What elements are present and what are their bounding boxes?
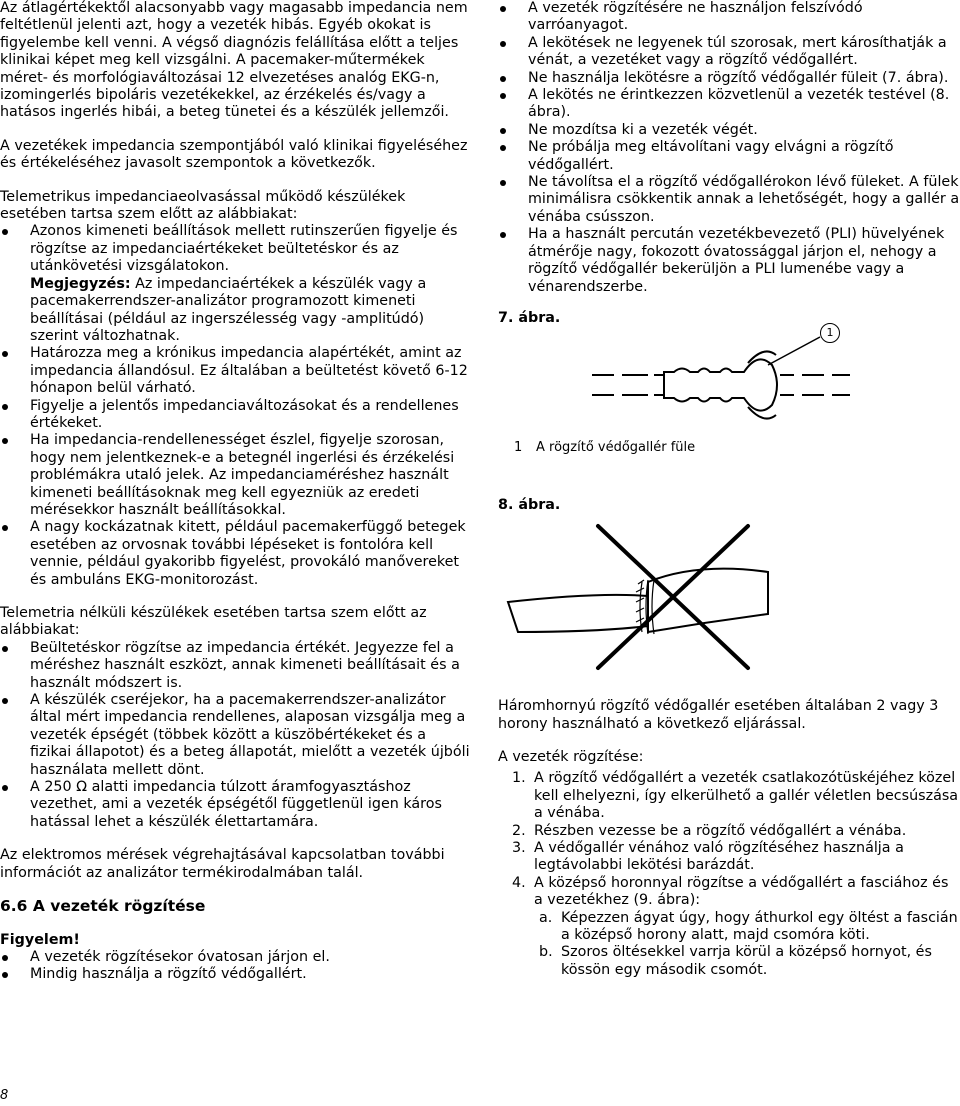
- fixation-intro: A vezeték rögzítése:: [498, 748, 644, 765]
- list-item: Beültetéskor rögzítse az impedancia értékét. Jegyezze fel a méréshez használt eszközt, annak kimeneti beállításait és a használt módszert is.: [0, 640, 470, 692]
- list-item: Ne távolítsa el a rögzítő védőgallérokon lévő füleket. A fülek minimálisra csökkentik annak a lehetőségét, hogy a gallér a vénába csússzon.: [498, 174, 960, 226]
- step-item: [498, 770, 960, 822]
- left-column: [0, 0, 470, 984]
- step-text: A rögzítő védőgallért a vezeték csatlakozótüskéjéhez közel kell elhelyezni, így elkerülhető a gallér véletlen becsúszása a vénába.: [534, 770, 959, 822]
- list-item: A lekötés ne érintkezzen közvetlenül a vezeték testével (8. ábra).: [498, 87, 960, 122]
- list-item: A 250 Ω alatti impedancia túlzott áramfogyasztáshoz vezethet, ami a vezeték épségétől függetlenül igen káros hatással lehet a készülék élettartamára.: [0, 779, 470, 831]
- substep-text: Szoros öltésekkel varrja körül a középső hornyot, és kössön egy második csomót.: [561, 944, 932, 978]
- figure-8: [498, 522, 960, 672]
- list-item: Figyelje a jelentős impedanciaváltozásokat és a rendellenes értékeket.: [0, 398, 470, 433]
- note-text: Az impedanciaértékek a készülék vagy a pacemakerrendszer-analizátor programozott kimeneti beállításai (például az ingerszélesség vagy -amplitúdó) szerint változhatnak.: [30, 275, 427, 344]
- list-item: A nagy kockázatnak kitett, például pacemakerfüggő betegek esetében az orvosnak további lépéseket is fontolóra kell vennie, például gyakoribb figyelést, provokáló manővereket és ambuláns EKG-monitorozást.: [0, 519, 470, 589]
- incorrect-ligature-illustration: [498, 522, 778, 672]
- three-groove-paragraph: Háromhornyú rögzítő védőgallér esetében általában 2 vagy 3 horony használható a következő eljárással.: [498, 698, 939, 732]
- substep-letter: a.: [539, 909, 553, 926]
- caption-number: 1: [514, 440, 523, 456]
- step-number: 4.: [512, 874, 526, 891]
- step-number: 1.: [512, 770, 526, 787]
- telemetry-intro: Telemetrikus impedanciaeolvasással működő készülékek esetében tartsa szem előtt az alábbiakat:: [0, 188, 406, 223]
- figure-7-caption: [514, 439, 960, 456]
- fixation-substeps: [534, 910, 960, 980]
- list-item: A vezeték rögzítésére ne használjon felszívódó varróanyagot.: [498, 0, 960, 35]
- substep-item: [534, 910, 960, 945]
- nontelemetry-intro: Telemetria nélküli készülékek esetében tartsa szem előtt az alábbiakat:: [0, 605, 427, 639]
- list-item: Ha impedancia-rendellenességet észlel, figyelje szorosan, hogy nem jelentkeznek-e a betegnél ingerlési és érzékelési problémákra utaló jelek. Az impedanciaméréshez használt kimeneti beállításoknak meg kell egyezniük az eredeti mérésekkor használt beállításokkal.: [0, 432, 470, 519]
- list-item: [0, 223, 470, 345]
- list-item: Ne használja lekötésre a rögzítő védőgallér füleit (7. ábra).: [498, 70, 960, 87]
- note: [30, 276, 470, 346]
- figure-8-label: 8. ábra.: [498, 496, 561, 513]
- step-item: [498, 840, 960, 875]
- step-text: Részben vezesse be a rögzítő védőgallért a vénába.: [534, 822, 907, 839]
- electro-paragraph: Az elektromos mérések végrehajtásával kapcsolatban további információt az analizátor termékirodalmában talál.: [0, 847, 445, 881]
- fixation-steps: [498, 770, 960, 979]
- figure-7: [498, 326, 960, 435]
- substep-letter: b.: [539, 944, 553, 961]
- telemetry-list: [0, 223, 470, 589]
- list-item-text: Azonos kimeneti beállítások mellett rutinszerűen figyelje és rögzítse az impedanciaértékeket beültetéskor és az utánkövetési vizsgálatokon.: [30, 223, 458, 275]
- list-item: Ne mozdítsa ki a vezeték végét.: [498, 122, 960, 139]
- list-item: A vezeték rögzítésekor óvatosan járjon el.: [0, 949, 470, 966]
- nontelemetry-list: [0, 640, 470, 831]
- figure-7-callout: 1: [820, 323, 840, 343]
- caution-list: [498, 0, 960, 296]
- list-item: A készülék cseréjekor, ha a pacemakerrendszer-analizátor által mért impedancia rendellenes, alaposan vizsgálja meg a vezeték épségét (többek között a küszöbértékeket és a fizikai állapotot) és a beteg állapotát, mielőtt a vezeték újbóli használata mellett dönt.: [0, 692, 470, 779]
- step-number: 2.: [512, 822, 526, 839]
- substep-text: Képezzen ágyat úgy, hogy áthurkol egy öltést a fascián a középső horony alatt, majd csomóra köti.: [561, 909, 958, 943]
- list-item: Határozza meg a krónikus impedancia alapértékét, amint az impedancia állandósul. Ez általában a beültetést követő 6-12 hónapon belül várható.: [0, 345, 470, 397]
- note-label: Megjegyzés:: [30, 275, 131, 292]
- section-heading: 6.6 A vezeték rögzítése: [0, 897, 206, 916]
- list-item: Ha a használt percután vezetékbevezető (PLI) hüvelyének átmérője nagy, fokozott óvatossággal járjon el, nehogy a rögzítő védőgallér bekerüljön a PLI lumenébe vagy a vénarendszerbe.: [498, 226, 960, 296]
- attention-label: Figyelem!: [0, 931, 80, 948]
- step-text: A középső horonnyal rögzítse a védőgallért a fasciához és a vezetékhez (9. ábra):: [534, 874, 949, 909]
- step-item: [498, 823, 960, 840]
- figure-7-label: 7. ábra.: [498, 309, 561, 326]
- suture-sleeve-illustration: [498, 335, 858, 435]
- caption-text: A rögzítő védőgallér füle: [536, 440, 696, 456]
- page-number: 8: [0, 1088, 9, 1103]
- step-number: 3.: [512, 839, 526, 856]
- attention-list: [0, 949, 470, 984]
- impedance-paragraph: A vezetékek impedancia szempontjából való klinikai figyeléséhez és értékeléséhez javasolt szempontok a következők.: [0, 137, 468, 172]
- list-item: Mindig használja a rögzítő védőgallért.: [0, 966, 470, 983]
- step-text: A védőgallér vénához való rögzítéséhez használja a legtávolabbi lekötési barázdát.: [534, 839, 904, 874]
- list-item: A lekötések ne legyenek túl szorosak, mert károsíthatják a vénát, a vezetéket vagy a rögzítő védőgallért.: [498, 35, 960, 70]
- substep-item: [534, 944, 960, 979]
- step-item: [498, 875, 960, 979]
- list-item: Ne próbálja meg eltávolítani vagy elvágni a rögzítő védőgallért.: [498, 139, 960, 174]
- intro-paragraph: Az átlagértékektől alacsonyabb vagy magasabb impedancia nem feltétlenül jelenti azt, hogy a vezeték hibás. Egyéb okokat is figyelembe kell venni. A végső diagnózis felállítása előtt a teljes klinikai képet meg kell vizsgálni. A pacemaker-műtermékek méret- és morfológiaváltozásai 12 elvezetéses analóg EKG-n, izomingerlés bipoláris vezetékekkel, az érzékelés és/vagy a hatásos ingerlés hibái, a beteg tünetei és a készülék jellemzői.: [0, 0, 468, 121]
- right-column: [498, 0, 960, 979]
